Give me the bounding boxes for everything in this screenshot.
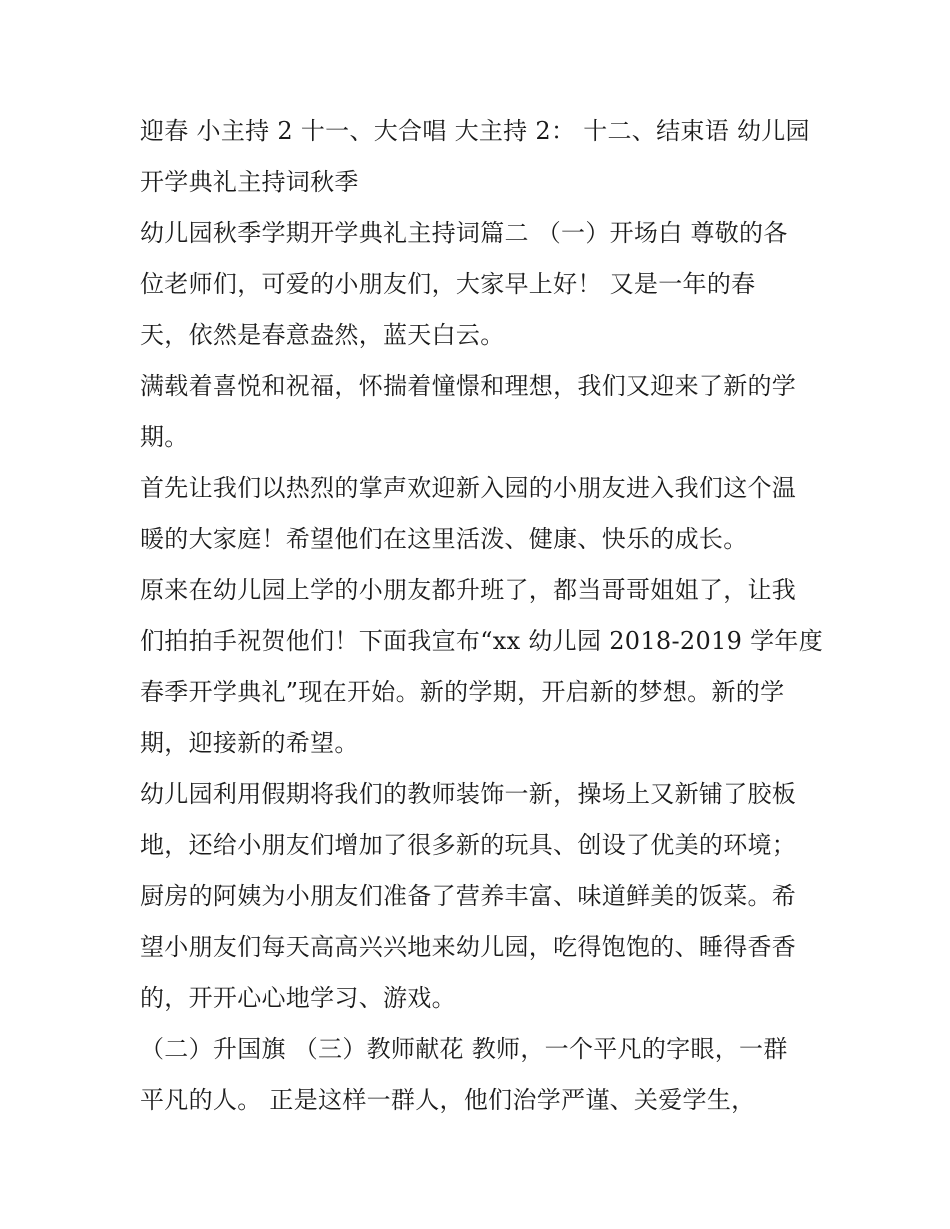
- text-line: 天，依然是春意盎然，蓝天白云。: [140, 321, 505, 349]
- text-line: 原来在幼儿园上学的小朋友都升班了，都当哥哥姐姐了，让我: [140, 576, 797, 604]
- text-line: 迎春 小主持 2 十一、大合唱 大主持 2： 十二、结束语 幼儿园: [140, 117, 810, 145]
- text-line: 期。: [140, 423, 189, 451]
- text-line: 春季开学典礼”现在开始。新的学期，开启新的梦想。新的学: [140, 678, 785, 706]
- text-line: （二）升国旗 （三）教师献花 教师，一个平凡的字眼，一群: [140, 1035, 788, 1063]
- text-line: 望小朋友们每天高高兴兴地来幼儿园，吃得饱饱的、睡得香香: [140, 933, 797, 961]
- text-line: 位老师们，可爱的小朋友们，大家早上好！ 又是一年的春: [140, 270, 756, 298]
- text-line: 厨房的阿姨为小朋友们准备了营养丰富、味道鲜美的饭菜。希: [140, 882, 797, 910]
- text-line: 暖的大家庭！希望他们在这里活泼、健康、快乐的成长。: [140, 525, 748, 553]
- text-line: 的，开开心心地学习、游戏。: [140, 984, 456, 1012]
- text-line: 地，还给小朋友们增加了很多新的玩具、创设了优美的环境；: [140, 831, 797, 859]
- text-line: 首先让我们以热烈的掌声欢迎新入园的小朋友进入我们这个温: [140, 474, 797, 502]
- text-line: 幼儿园利用假期将我们的教师装饰一新，操场上又新铺了胶板: [140, 780, 797, 808]
- text-line: 平凡的人。 正是这样一群人，他们治学严谨、关爱学生，: [140, 1086, 756, 1114]
- text-line: 满载着喜悦和祝福，怀揣着憧憬和理想，我们又迎来了新的学: [140, 372, 797, 400]
- text-line: 开学典礼主持词秋季: [140, 168, 359, 196]
- text-line: 幼儿园秋季学期开学典礼主持词篇二 （一）开场白 尊敬的各: [140, 219, 788, 247]
- text-line: 们拍拍手祝贺他们！下面我宣布“xx 幼儿园 2018-2019 学年度: [140, 627, 823, 655]
- document-body: [140, 106, 830, 1126]
- text-line: 期，迎接新的希望。: [140, 729, 359, 757]
